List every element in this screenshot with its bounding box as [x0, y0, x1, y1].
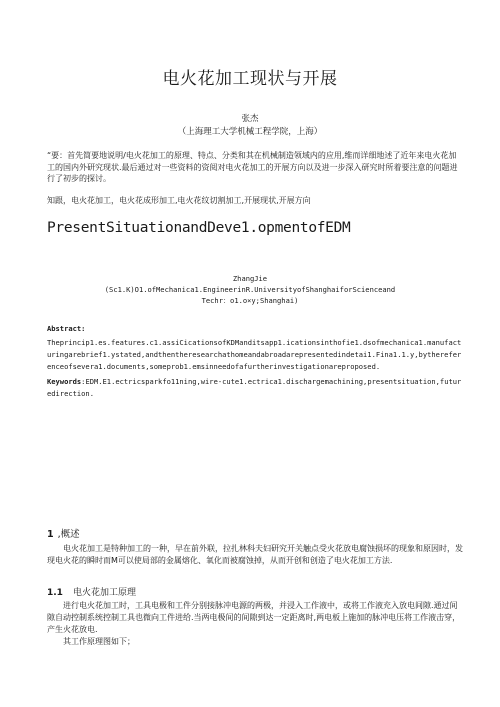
section-number: 1.1 [47, 588, 63, 598]
affiliation-en-line-1: (Sc1.K)O1.ofMechanica1.EngineerinR.UniversityofShanghaiforScienceand [104, 285, 396, 294]
keywords-en-label: Keywords [47, 377, 82, 386]
body-paragraph-2: 进行电火花加工时，工具电极和工件分别接脉冲电源的两极，并浸入工作液中，或将工作液充入放电间隙.通过间隙自动控制系统控制工具也微向工件进给.当两电极间的间隙到达一定距离时,两电板上施加的脉冲电压将工作液击穿，产生火花放电. [47, 601, 461, 634]
section-title: 电火花加工原理 [72, 588, 136, 598]
body-paragraph-3: 其工作原理图如下； [63, 637, 135, 646]
affiliation-en-line-2: Techr：o1.o×y;Shanghai) [201, 296, 299, 305]
paper-title-cn: 电火花加工现状与开展 [162, 69, 338, 89]
section-heading-1-1 [47, 585, 136, 598]
keywords-cn: 知跟，电火花加工，电火花成形加工,电火花纹切割加工,开展现状,开展方向 [47, 196, 311, 205]
affiliation-cn: （上海理工大学机械工程学院，上海） [177, 127, 323, 137]
section-number: 1 [47, 529, 54, 540]
author-en: ZhangJie [232, 274, 268, 283]
body-paragraph-1: 电火花加工是特种加工的一种，早在前外联，拉扎林科夫妇研究开关触点受火花放电腐蚀损坏的现象和原因时，发现电火花的瞬时而M可以使局部的金属熔化、氧化而被腐蚀掉，从而开创和创造了电火花加工方法. [47, 544, 463, 565]
keywords-en-text: :EDM.E1.ectricsparkfo11ning,wire-cute1.ectrica1.dischargemachining,presentsituation,futuredirection. [47, 377, 462, 398]
abstract-cn: “要：首先简要地说明/电火花加工的原理、特点、分类和其在机械制造领域内的应用,维而详细地述了近年来电火花加工的国内外研究现状.最后通过对一些资料的资阅对电火花加工的开展方向以及进一步深入研究时所着要注意的问题进行了初步的探讨。 [47, 151, 458, 183]
abstract-en: Theprincip1.es.features.c1.assiCicationsofKDManditsapp1.icationsinthofie1.dsofmechanica1.manufacturingarebrief1.ystated,andthentheresearchathomeandabroadarepresentedindetai1.Fina1.1.y,bythereferenceofsevera1.documents,someprob1.emsinneedofafurtherinvestigationareproposed. [47, 338, 462, 371]
section-title: ,概述 [57, 529, 80, 540]
paper-title-en: PresentSituationandDeve1.opmentofEDM [47, 220, 351, 236]
keywords-en [47, 376, 462, 400]
abstract-label-en: Abstract: [47, 324, 86, 333]
section-heading-1 [47, 526, 80, 540]
author-cn: 张杰 [241, 114, 259, 124]
